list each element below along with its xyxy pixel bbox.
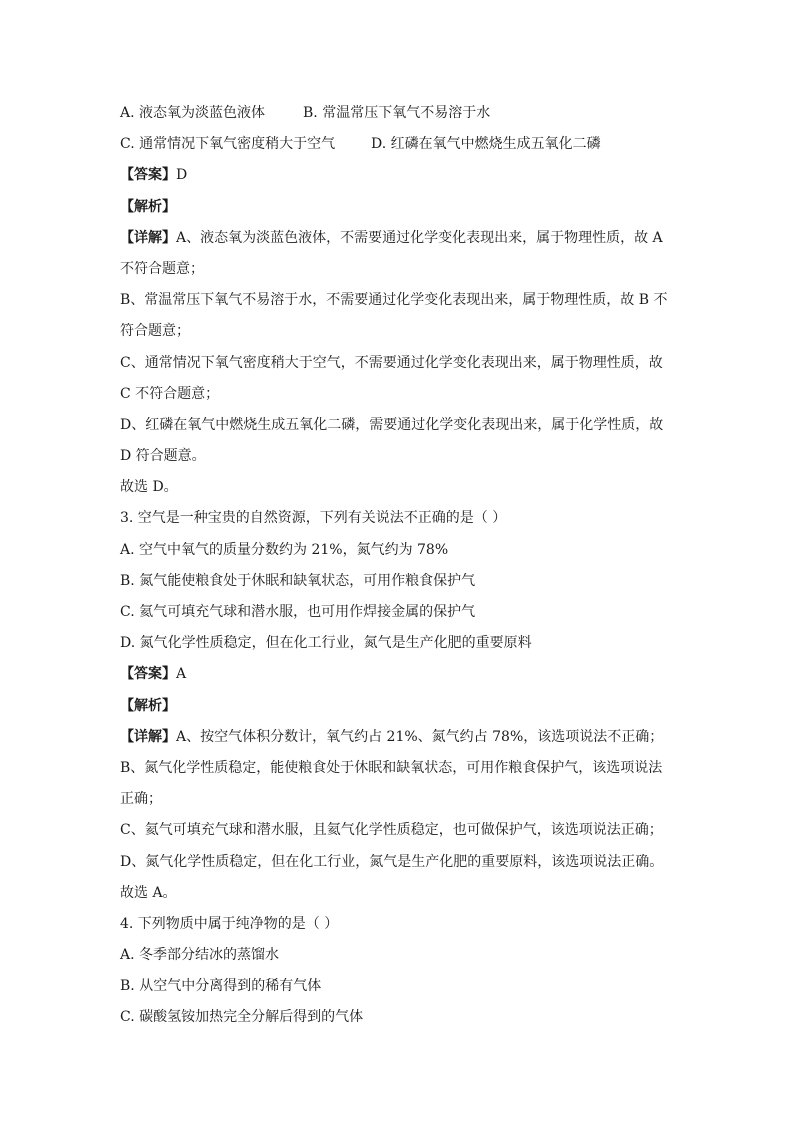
q3-answer	[120, 659, 680, 690]
q2-option-a: A. 液态氧为淡蓝色液体	[120, 105, 266, 121]
q3-option-d: D. 氮气化学性质稳定，但在化工行业，氮气是生产化肥的重要原料	[120, 635, 532, 652]
q2-answer	[120, 160, 680, 191]
q3-answer-label: 【答案】	[120, 666, 176, 683]
q4-option-a: A. 冬季部分结冰的蒸馏水	[120, 947, 280, 964]
q3-conclusion: 故选 A。	[120, 884, 177, 901]
q2-detail-line: D 符合题意。	[120, 448, 206, 465]
q2-option-c: C. 通常情况下氧气密度稍大于空气	[120, 136, 336, 153]
q3-stem: 3. 空气是一种宝贵的自然资源，下列有关说法不正确的是（ ）	[120, 510, 507, 527]
q4-stem: 4. 下列物质中属于纯净物的是（ ）	[120, 915, 339, 932]
q3-analysis-label: 【解析】	[120, 697, 176, 714]
q3-detail-line: B、氮气化学性质稳定，能使粮食处于休眠和缺氧状态，可用作粮食保护气，该选项说法	[120, 759, 663, 776]
q3-analysis-heading	[120, 691, 680, 722]
q2-detail-line: C、通常情况下氧气密度稍大于空气，不需要通过化学变化表现出来，属于物理性质，故	[120, 354, 663, 371]
q2-detail-line	[120, 223, 680, 254]
q2-options-row-1	[120, 98, 680, 129]
q3-detail-line: C、氦气可填充气球和潜水服，且氦气化学性质稳定，也可做保护气，该选项说法正确；	[120, 822, 663, 839]
q2-answer-value: D	[176, 167, 188, 184]
q3-detail-line: 正确；	[120, 791, 162, 808]
q2-analysis-heading	[120, 192, 680, 223]
document-page	[120, 98, 680, 1034]
q2-detail-line: C 不符合题意；	[120, 385, 220, 402]
q2-analysis-label: 【解析】	[120, 198, 176, 215]
q2-options-row-2	[120, 129, 680, 160]
q2-detail-line: 符合题意；	[120, 323, 190, 340]
q3-detail-line	[120, 722, 680, 753]
q3-option-a: A. 空气中氧气的质量分数约为 21%，氮气约为 78%	[120, 541, 449, 558]
q3-option-b: B. 氮气能使粮食处于休眠和缺氧状态，可用作粮食保护气	[120, 572, 476, 589]
q2-option-d: D. 红磷在氧气中燃烧生成五氧化二磷	[371, 136, 601, 153]
q3-detail-label: 【详解】	[120, 728, 176, 745]
q3-detail-line: D、氮气化学性质稳定，但在化工行业，氮气是生产化肥的重要原料，该选项说法正确。	[120, 853, 664, 870]
q2-detail-line: B、常温常压下氧气不易溶于水，不需要通过化学变化表现出来，属于物理性质，故 B 不	[120, 292, 668, 309]
q4-option-b: B. 从空气中分离得到的稀有气体	[120, 978, 322, 995]
q2-answer-label: 【答案】	[120, 167, 176, 184]
q2-detail-label: 【详解】	[120, 229, 176, 246]
q4-option-c: C. 碳酸氢铵加热完全分解后得到的气体	[120, 1009, 364, 1026]
q3-option-c: C. 氦气可填充气球和潜水服，也可用作焊接金属的保护气	[120, 604, 476, 620]
q2-detail-line: 不符合题意；	[120, 260, 204, 277]
q2-option-b: B. 常温常压下氧气不易溶于水	[303, 105, 491, 121]
q2-detail-line: D、红磷在氧气中燃烧生成五氧化二磷，需要通过化学变化表现出来，属于化学性质，故	[120, 416, 664, 433]
q3-detail-text: A、按空气体积分数计，氧气约占 21%、氮气约占 78%，该选项说法不正确；	[176, 728, 664, 745]
q3-answer-value: A	[176, 666, 187, 683]
q2-conclusion: 故选 D。	[120, 479, 178, 496]
q2-detail-text: A、液态氧为淡蓝色液体，不需要通过化学变化表现出来，属于物理性质，故 A	[176, 229, 663, 246]
